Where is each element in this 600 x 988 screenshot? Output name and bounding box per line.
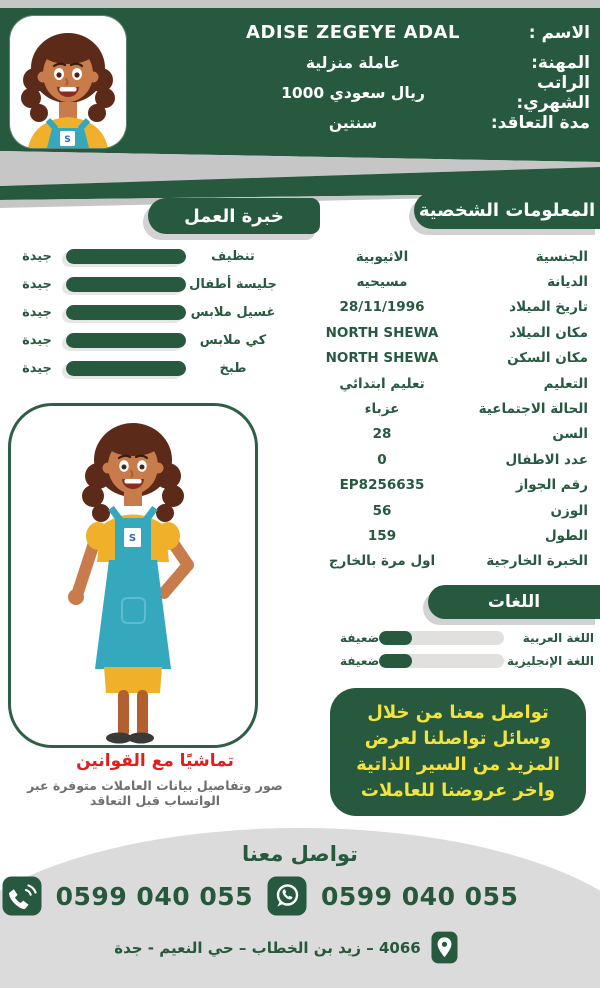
skill-name: كي ملابس	[199, 332, 267, 348]
salary-value: 1000 ريال سعودي	[281, 83, 425, 102]
header-row-contract	[238, 108, 590, 137]
skill-bar	[66, 305, 186, 320]
skill-bar	[66, 277, 186, 292]
worker-full-illustration	[11, 406, 255, 745]
skill-name: طبخ	[219, 360, 247, 376]
top-gray-strip	[0, 0, 600, 8]
info-label: الحالة الاجتماعية	[478, 401, 588, 418]
info-label: عدد الاطفال	[505, 451, 588, 468]
work-experience-list	[8, 242, 280, 382]
languages-list	[340, 626, 594, 672]
info-row-marital-status	[304, 396, 592, 421]
skill-bar	[66, 361, 186, 376]
skill-row-cleaning	[8, 242, 280, 270]
contact-phones-row	[0, 876, 560, 916]
info-label: الطول	[544, 527, 588, 544]
phone-number[interactable]: 0599 040 055	[55, 881, 253, 911]
info-value: 0	[377, 451, 387, 468]
language-level: ضعيفة	[340, 653, 380, 668]
profession-value: عاملة منزلية	[305, 53, 401, 72]
profession-label: المهنة:	[531, 52, 590, 73]
skill-rating: جيدة	[22, 276, 52, 292]
info-label: الجنسية	[535, 248, 588, 265]
address-row	[0, 931, 586, 964]
section-title-personal-info: المعلومات الشخصية	[414, 192, 600, 229]
info-value: NORTH SHEWA	[325, 324, 439, 341]
info-label: الخبرة الخارجية	[486, 553, 588, 570]
language-row-english	[340, 649, 594, 672]
language-bar	[379, 631, 504, 645]
name-label: الاسم :	[528, 22, 590, 43]
compliance-title: تماشيًا مع القوانين	[76, 751, 234, 771]
info-label: السن	[552, 426, 588, 443]
info-value: تعليم ابتدائي	[339, 375, 425, 392]
whatsapp-icon[interactable]	[267, 876, 307, 916]
info-row-age	[304, 422, 592, 447]
address-text: 4066 – زيد بن الخطاب – حي النعيم - جدة	[114, 938, 421, 957]
language-level: ضعيفة	[340, 630, 380, 645]
info-row-passport	[304, 473, 592, 498]
contract-value: سنتين	[328, 113, 378, 132]
info-value: عزباء	[364, 401, 400, 418]
info-value: 28/11/1996	[339, 299, 425, 316]
info-label: الديانة	[547, 274, 588, 291]
compliance-subtitle: صور وتفاصيل بيانات العاملات متوفرة عبر الواتساب قبل التعاقد	[27, 778, 283, 808]
info-row-birth-date	[304, 295, 592, 320]
skill-rating: جيدة	[22, 360, 52, 376]
name-value: ADISE ZEGEYE ADAL	[246, 22, 460, 43]
header-row-name	[238, 18, 590, 47]
skill-rating: جيدة	[22, 248, 52, 264]
contract-label: مدة التعاقد:	[490, 112, 590, 133]
info-row-education	[304, 371, 592, 396]
svg-text:S: S	[128, 533, 137, 544]
svg-text:S: S	[64, 135, 71, 145]
skill-bar	[66, 249, 186, 264]
worker-avatar-illustration	[10, 16, 126, 148]
section-title-work-experience: خبرة العمل	[148, 198, 320, 234]
salary-label: الراتب الشهري:	[516, 72, 590, 113]
info-value: مسيحيه	[356, 274, 408, 291]
skill-rating: جيدة	[22, 304, 52, 320]
skill-bar	[66, 333, 186, 348]
language-name: اللغة الإنجليزية	[507, 653, 594, 668]
info-label: رقم الجواز	[515, 477, 588, 494]
worker-avatar	[10, 16, 126, 148]
map-pin-icon	[431, 931, 458, 964]
header-info	[238, 18, 590, 138]
info-value: 56	[372, 502, 392, 519]
header-row-salary	[238, 72, 590, 113]
promo-box	[330, 688, 586, 816]
skill-name: غسيل ملابس	[190, 304, 276, 320]
skill-row-cooking	[8, 354, 280, 382]
info-value: EP8256635	[339, 477, 425, 494]
info-row-residence	[304, 346, 592, 371]
info-row-abroad-experience	[304, 549, 592, 574]
contact-title: تواصل معنا	[242, 842, 358, 866]
language-bar	[379, 654, 504, 668]
info-row-weight	[304, 498, 592, 523]
personal-info-list	[304, 244, 592, 574]
skill-name: تنظيف	[211, 248, 255, 264]
info-row-nationality	[304, 244, 592, 269]
info-label: التعليم	[543, 375, 588, 392]
info-value: الاثيوبية	[355, 248, 409, 265]
section-title-languages: اللغات	[428, 585, 600, 619]
skill-row-ironing	[8, 326, 280, 354]
info-value: NORTH SHEWA	[325, 350, 439, 367]
info-row-height	[304, 523, 592, 548]
info-row-children	[304, 447, 592, 472]
worker-full-illustration-frame	[8, 403, 258, 748]
info-label: مكان السكن	[507, 350, 588, 367]
skill-rating: جيدة	[22, 332, 52, 348]
phone-icon[interactable]	[2, 876, 42, 916]
whatsapp-number[interactable]: 0599 040 055	[321, 881, 519, 911]
language-row-arabic	[340, 626, 594, 649]
info-label: تاريخ الميلاد	[509, 299, 588, 316]
language-name: اللغة العربية	[522, 630, 594, 645]
info-row-religion	[304, 269, 592, 294]
skill-row-babysitting	[8, 270, 280, 298]
info-value: 28	[372, 426, 392, 443]
info-row-birth-place	[304, 320, 592, 345]
skill-name: جليسة أطفال	[189, 276, 277, 292]
info-label: الوزن	[550, 502, 588, 519]
promo-text: تواصل معنا من خلال وسائل تواصلنا لعرض المزيد من السير الذاتية واخر عروضنا للعاملات	[356, 701, 560, 802]
info-value: اول مرة بالخارج	[328, 553, 436, 570]
info-value: 159	[367, 527, 397, 544]
info-label: مكان الميلاد	[509, 324, 588, 341]
skill-row-laundry	[8, 298, 280, 326]
